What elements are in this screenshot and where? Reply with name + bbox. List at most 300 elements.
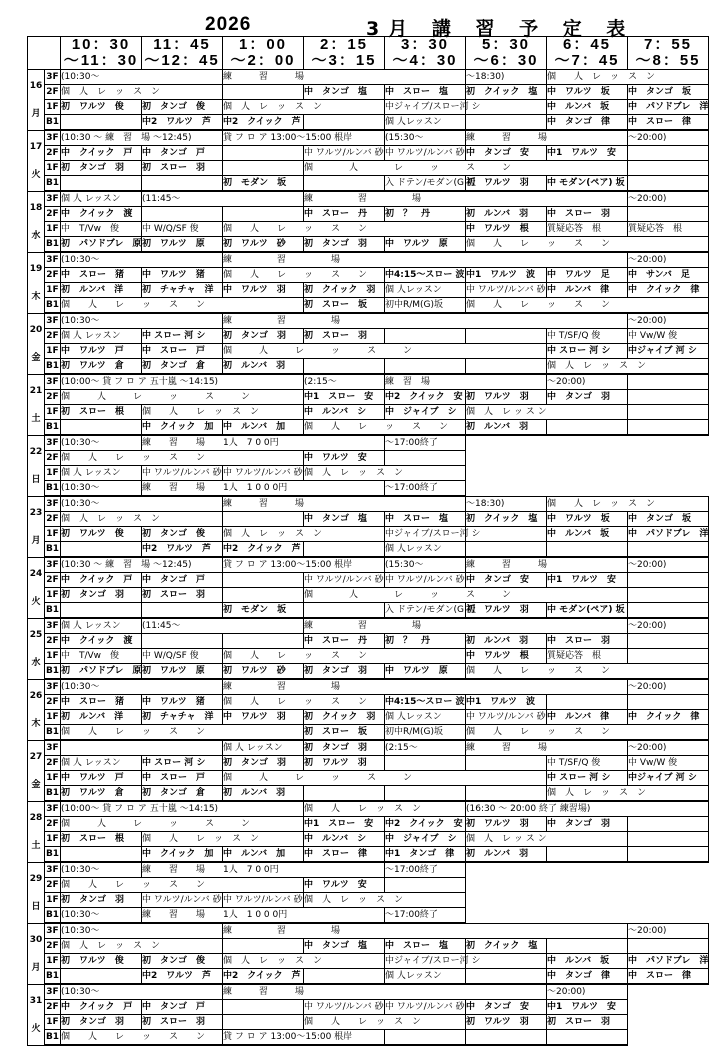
schedule-cell: 中 クイック 律 — [628, 283, 709, 298]
schedule-cell — [628, 695, 709, 710]
schedule-row — [28, 268, 709, 283]
schedule-cell: 個 人 レ ッ ス ン — [547, 496, 709, 512]
day-label — [28, 313, 45, 374]
schedule-cell — [304, 542, 385, 558]
schedule-cell: 質疑応答 根 — [628, 222, 709, 237]
day-date: 16 — [29, 80, 43, 91]
schedule-cell: 初 ワルツ 羽 — [466, 390, 547, 405]
schedule-cell: 初 ワルツ 原 — [142, 664, 223, 680]
schedule-cell: 中ジャイブ 河 シ — [628, 344, 709, 359]
floor-label: 3F — [45, 679, 61, 695]
schedule-cell — [142, 176, 223, 192]
blank-area — [466, 481, 709, 497]
schedule-row — [28, 1000, 709, 1015]
day-weekday: 日 — [31, 901, 41, 912]
schedule-cell: 中 タンゴ 律 — [547, 115, 628, 131]
schedule-cell: 中2 クイック 芦 — [223, 115, 304, 131]
floor-label: 1F — [45, 100, 61, 115]
floor-label: 1F — [45, 222, 61, 237]
schedule-cell: 練 習 場 1人 7 0 0円 — [142, 862, 385, 878]
day-date: 29 — [29, 873, 43, 884]
floor-label: 2F — [45, 146, 61, 161]
day-label — [28, 801, 45, 862]
schedule-cell: 個 人 レ ッ ス ン — [61, 85, 223, 100]
schedule-cell: 個 人 レ ッ ス ン — [61, 1030, 223, 1046]
schedule-cell — [304, 359, 385, 375]
time-slot-start: 3：30 — [400, 36, 450, 53]
schedule-cell: 中 ワルツ 根 — [466, 222, 547, 237]
schedule-cell: 中 クイック 戸 — [61, 1000, 142, 1015]
schedule-cell: 練 習 場 1人 1 0 0 0円 — [142, 908, 385, 924]
schedule-cell: (10:30～ — [61, 252, 223, 268]
schedule-cell: 練 習 場 — [223, 313, 628, 329]
schedule-cell: 個 人 レ ッ ス ン — [223, 344, 547, 359]
schedule-cell: (15:30～ — [385, 130, 466, 146]
schedule-cell: 中 ワルツ/ルンバ 砂 — [385, 1000, 466, 1015]
schedule-cell: 初 タンゴ 羽 — [61, 1015, 142, 1030]
schedule-cell: 中 ルンバ 加 — [223, 420, 304, 436]
schedule-cell: 初 タンゴ 羽 — [304, 664, 385, 680]
schedule-cell — [628, 405, 709, 420]
schedule-cell — [61, 603, 142, 619]
schedule-cell: 初 ワルツ 羽 — [466, 176, 547, 192]
schedule-row — [28, 923, 709, 939]
schedule-cell — [304, 786, 385, 802]
schedule-cell: 初 ワルツ 俊 — [61, 527, 142, 542]
floor-label: 3F — [45, 923, 61, 939]
schedule-row — [28, 710, 709, 725]
day-label — [28, 740, 45, 801]
schedule-cell: 個 人 レ ッ ス ン — [61, 939, 223, 954]
day-weekday: 木 — [31, 718, 41, 729]
floor-label: B1 — [45, 359, 61, 375]
schedule-cell: ～20:00) — [628, 191, 709, 207]
schedule-row — [28, 100, 709, 115]
schedule-cell: ～17:00終了 — [385, 481, 466, 497]
schedule-cell — [547, 420, 628, 436]
floor-label: 1F — [45, 771, 61, 786]
schedule-cell: 中 スロー 戸 — [142, 771, 223, 786]
schedule-cell: 中 ルンバ シ — [304, 832, 385, 847]
schedule-row — [28, 573, 709, 588]
schedule-cell: 中 ルンバ 律 — [547, 710, 628, 725]
schedule-cell: 中2 クイック 芦 — [223, 969, 304, 985]
floor-label: 1F — [45, 710, 61, 725]
day-weekday: 土 — [31, 840, 41, 851]
floor-label: B1 — [45, 786, 61, 802]
day-date: 23 — [29, 507, 43, 518]
floor-label: 2F — [45, 756, 61, 771]
schedule-cell: 中 タンゴ 安 — [466, 573, 547, 588]
schedule-row — [28, 222, 709, 237]
schedule-cell: 貸 フ ロ ア 13:00～15:00 根岸 — [223, 130, 385, 146]
floor-label: 2F — [45, 512, 61, 527]
schedule-cell: 初 タンゴ 羽 — [304, 237, 385, 253]
time-slot-header — [223, 37, 304, 70]
schedule-cell — [61, 969, 142, 985]
schedule-cell: 中 ワルツ 猪 — [142, 695, 223, 710]
schedule-cell: 中 クイック 律 — [628, 710, 709, 725]
floor-label: 2F — [45, 634, 61, 649]
schedule-row — [28, 496, 709, 512]
day-date: 28 — [29, 812, 43, 823]
day-date: 31 — [29, 995, 43, 1006]
time-slot-end: ～2：00 — [230, 52, 296, 69]
schedule-cell: 初 クイック 塩 — [466, 85, 547, 100]
day-date: 26 — [29, 690, 43, 701]
schedule-cell: (10:30 ～ 練 習 場 ～12:45) — [61, 557, 223, 573]
schedule-cell: 初 ルンバ 羽 — [466, 207, 547, 222]
schedule-cell: 中 タンゴ 羽 — [547, 817, 628, 832]
schedule-cell: 中ジャイブ/スロー河 シ — [385, 954, 466, 969]
schedule-cell: ～17:00終了 — [385, 862, 466, 878]
schedule-row — [28, 740, 709, 756]
day-weekday: 水 — [31, 657, 41, 668]
schedule-cell: 中 ルンバ 律 — [547, 283, 628, 298]
schedule-cell: 中 ワルツ 戸 — [61, 344, 142, 359]
time-slot-header — [142, 37, 223, 70]
schedule-cell: 個 人 レ ッ ス ン — [466, 664, 709, 680]
floor-label: B1 — [45, 481, 61, 497]
day-label — [28, 252, 45, 313]
schedule-cell: 中 スロー 羽 — [547, 634, 628, 649]
schedule-cell: 初 ？ 丹 — [385, 634, 466, 649]
day-date: 17 — [29, 141, 43, 152]
schedule-cell: 中ジャイブ/スロー河 シ — [385, 527, 466, 542]
schedule-cell — [304, 176, 385, 192]
schedule-cell: 中1 ワルツ 波 — [466, 268, 547, 283]
schedule-cell: 練 習 場 — [466, 130, 628, 146]
schedule-cell: 練 習 場 — [304, 191, 628, 207]
schedule-cell: 中2 クイック 芦 — [223, 542, 304, 558]
schedule-cell: ～20:00) — [628, 923, 709, 939]
schedule-cell: 中 スロー 猪 — [61, 268, 142, 283]
schedule-cell: (10:00～ 貸 フ ロ ア 五十嵐 ～14:15) — [61, 374, 304, 390]
floor-label: 2F — [45, 573, 61, 588]
schedule-cell: ～20:00) — [547, 984, 628, 1000]
schedule-cell: 中 ワルツ 羽 — [223, 710, 304, 725]
floor-label: 2F — [45, 878, 61, 893]
time-slot-header — [466, 37, 547, 70]
schedule-cell: 個 人 レ ッ ス ン — [304, 893, 466, 908]
floor-label: 2F — [45, 268, 61, 283]
schedule-cell: 中 ワルツ 羽 — [223, 283, 304, 298]
schedule-row — [28, 756, 709, 771]
time-slot-header — [628, 37, 709, 70]
schedule-body — [28, 70, 709, 1046]
schedule-cell: 中 タンゴ 塩 — [304, 512, 385, 527]
schedule-cell: ～17:00終了 — [385, 435, 466, 451]
blank-area — [628, 984, 709, 1000]
schedule-cell: 初 スロー 羽 — [304, 329, 385, 344]
schedule-cell: 中 ルンバ 加 — [223, 847, 304, 863]
schedule-cell — [547, 1030, 628, 1046]
schedule-row — [28, 390, 709, 405]
schedule-cell: 中2 ワルツ 芦 — [142, 542, 223, 558]
schedule-cell: 個 人 レッスン — [61, 191, 142, 207]
floor-label: B1 — [45, 603, 61, 619]
schedule-cell — [628, 847, 709, 863]
day-weekday: 火 — [31, 1023, 41, 1034]
schedule-cell: 初 ルンバ 洋 — [61, 710, 142, 725]
schedule-row — [28, 695, 709, 710]
schedule-cell: 初 ルンバ 羽 — [466, 847, 547, 863]
floor-label: 3F — [45, 435, 61, 451]
schedule-cell: 中 タンゴ 安 — [466, 1000, 547, 1015]
schedule-cell: (10:30～ — [61, 70, 223, 85]
schedule-cell: 練 習 場 — [223, 70, 466, 85]
floor-label: B1 — [45, 847, 61, 863]
schedule-cell: (10:30 ～ 練 習 場 ～12:45) — [61, 130, 223, 146]
schedule-cell: 練 習 場 1人 7 0 0円 — [142, 435, 385, 451]
schedule-row — [28, 252, 709, 268]
day-label — [28, 191, 45, 252]
schedule-cell: 中 ルンバ 坂 — [547, 100, 628, 115]
schedule-cell — [61, 176, 142, 192]
schedule-cell: 初 モダン 坂 — [223, 176, 304, 192]
schedule-cell — [223, 1000, 304, 1015]
schedule-cell: 初 タンゴ 羽 — [223, 756, 304, 771]
schedule-cell: 初 クイック 塩 — [466, 939, 547, 954]
schedule-cell: 初中R/M(G)坂 — [385, 725, 466, 741]
schedule-cell: 個 人レッスン — [385, 115, 466, 131]
schedule-cell: 個 人 レッスン — [61, 466, 142, 481]
schedule-cell: 中 スロー 律 — [304, 847, 385, 863]
schedule-cell — [628, 817, 709, 832]
schedule-cell — [628, 176, 709, 192]
blank-area — [466, 466, 709, 481]
schedule-cell: 初 パソドブレ 原 — [61, 237, 142, 253]
day-weekday: 日 — [31, 474, 41, 485]
schedule-cell: 個 人 レ ッ ス ン — [547, 786, 709, 802]
schedule-cell — [628, 542, 709, 558]
schedule-cell: 中1 ワルツ 安 — [547, 573, 628, 588]
day-date: 20 — [29, 324, 43, 335]
floor-label: B1 — [45, 725, 61, 741]
schedule-cell: 初 ワルツ 羽 — [304, 756, 385, 771]
schedule-cell: 中 ワルツ 安 — [304, 878, 385, 893]
schedule-cell: 中 ワルツ/ルンバ 砂 — [142, 893, 223, 908]
schedule-cell: 中 タンゴ 戸 — [142, 1000, 223, 1015]
day-date: 22 — [29, 446, 43, 457]
schedule-cell: 個 人レッスン — [385, 969, 466, 985]
time-slot-end: ～11：30 — [63, 52, 139, 69]
schedule-cell: 初 チャチャ 洋 — [142, 710, 223, 725]
time-header-row — [28, 37, 709, 70]
schedule-row — [28, 725, 709, 741]
schedule-cell: 初 ワルツ 原 — [142, 237, 223, 253]
schedule-cell: 中 クイック 加 — [142, 420, 223, 436]
day-label — [28, 130, 45, 191]
schedule-cell: 中 スロー 河 シ — [547, 771, 628, 786]
schedule-row — [28, 878, 709, 893]
floor-label: 2F — [45, 207, 61, 222]
schedule-cell: 中4:15～スロー 波 — [385, 268, 466, 283]
schedule-cell: 初 ルンバ 羽 — [466, 634, 547, 649]
schedule-cell: 個 人 レ ッ ス ン — [223, 771, 547, 786]
schedule-cell: 個 人 レ ッ ス ン — [61, 725, 304, 741]
day-date: 24 — [29, 568, 43, 579]
schedule-cell: ～20:00) — [628, 130, 709, 146]
year-label: 2026 — [205, 14, 252, 35]
blank-area — [628, 1030, 709, 1046]
schedule-cell: 個 人 レ ッ ス ン — [304, 161, 628, 176]
schedule-cell: 初 タンゴ 羽 — [304, 740, 385, 756]
day-label — [28, 557, 45, 618]
schedule-row — [28, 176, 709, 192]
page-title: 3月 講 習 予 定 表 — [366, 18, 635, 40]
schedule-cell: 個 人 レ ッ ス ン — [466, 237, 709, 253]
schedule-cell: ～20:00) — [628, 740, 709, 756]
schedule-cell — [628, 588, 709, 603]
time-slot-header — [547, 37, 628, 70]
schedule-cell: 個 人 レッスン — [61, 618, 142, 634]
schedule-cell — [385, 1030, 466, 1046]
schedule-cell: 初 ワルツ 俊 — [61, 100, 142, 115]
time-slot-start: 7：55 — [643, 36, 693, 53]
schedule-cell: 初 スロー 根 — [61, 832, 142, 847]
schedule-cell: 中 T/SF/Q 俊 — [547, 756, 628, 771]
schedule-cell: 個 人レッスン — [385, 710, 466, 725]
schedule-cell: 中 ワルツ 坂 — [547, 512, 628, 527]
schedule-cell — [223, 207, 304, 222]
schedule-cell: 個 人レッスン — [385, 283, 466, 298]
floor-label: B1 — [45, 237, 61, 253]
schedule-row — [28, 771, 709, 786]
schedule-row — [28, 542, 709, 558]
schedule-cell: ～20:00) — [628, 557, 709, 573]
schedule-cell: 入 ドテン/モダン(G 坂 — [385, 176, 466, 192]
blank-area — [628, 1000, 709, 1015]
blank-area — [466, 893, 709, 908]
schedule-cell: 中 ワルツ/ルンバ 砂 — [304, 573, 385, 588]
schedule-cell: (10:30～ — [61, 496, 223, 512]
schedule-cell: 中 ワルツ/ルンバ 砂 — [466, 283, 547, 298]
schedule-cell: 初 モダン 坂 — [223, 603, 304, 619]
schedule-cell: 中 ワルツ 安 — [304, 451, 385, 466]
schedule-table — [27, 36, 709, 1046]
schedule-cell: 練 習 場 — [223, 984, 547, 1000]
schedule-row — [28, 298, 709, 314]
schedule-cell: 中 W/Q/SF 俊 — [142, 649, 223, 664]
schedule-cell: (10:30～ — [61, 923, 223, 939]
schedule-cell: 中2 ワルツ 芦 — [142, 969, 223, 985]
time-slot-start: 11：45 — [153, 36, 211, 53]
schedule-cell: 初 タンゴ 羽 — [61, 893, 142, 908]
schedule-cell: 個 人 レ ッ ス ン — [304, 801, 466, 817]
schedule-cell — [61, 542, 142, 558]
day-label — [28, 435, 45, 496]
day-weekday: 火 — [31, 596, 41, 607]
schedule-cell: 初 スロー 坂 — [304, 298, 385, 314]
time-slot-end: ～6：30 — [473, 52, 539, 69]
schedule-cell: 中 ワルツ/ルンバ 砂 — [304, 1000, 385, 1015]
time-slot-start: 6：45 — [562, 36, 612, 53]
schedule-cell — [628, 939, 709, 954]
day-label — [28, 618, 45, 679]
schedule-cell — [628, 832, 709, 847]
schedule-cell — [628, 634, 709, 649]
schedule-cell: 中 スロー 塩 — [385, 512, 466, 527]
schedule-cell: 個 人 レ ッ ス ン — [304, 1015, 466, 1030]
day-label — [28, 923, 45, 984]
schedule-cell: 中2 クイック 安 — [385, 817, 466, 832]
schedule-cell: 中 タンゴ 塩 — [304, 939, 385, 954]
schedule-cell: 中 T/SF/Q 俊 — [547, 329, 628, 344]
schedule-cell: 中 モダン(ペア) 坂 — [547, 176, 628, 192]
schedule-cell: 中 タンゴ 塩 — [304, 85, 385, 100]
day-weekday: 月 — [31, 108, 41, 119]
schedule-cell — [466, 329, 547, 344]
schedule-cell: 中 ルンバ シ — [304, 405, 385, 420]
schedule-cell: 初 チャチャ 洋 — [142, 283, 223, 298]
schedule-cell: 中1 スロー 安 — [304, 390, 385, 405]
day-label — [28, 984, 45, 1045]
schedule-cell: 中 サンバ 足 — [628, 268, 709, 283]
schedule-cell: ～20:00) — [628, 679, 709, 695]
day-date: 18 — [29, 202, 43, 213]
schedule-row — [28, 70, 709, 85]
schedule-cell: 個 人 レ ッ ス ン — [547, 70, 709, 85]
schedule-cell: 中ジャイブ 河 シ — [628, 771, 709, 786]
schedule-cell: (10:30～ — [61, 862, 142, 878]
schedule-cell: 中 スロー 律 — [628, 969, 709, 985]
schedule-cell: 練 習 場 1人 1 0 0 0円 — [142, 481, 385, 497]
schedule-cell — [304, 603, 385, 619]
schedule-cell: 練 習 場 — [223, 252, 628, 268]
floor-label: 1F — [45, 954, 61, 969]
schedule-cell: 初 スロー 坂 — [304, 725, 385, 741]
schedule-cell: 中 ワルツ 原 — [385, 664, 466, 680]
schedule-cell: ～18:30) — [466, 70, 547, 85]
schedule-cell — [304, 115, 385, 131]
schedule-row — [28, 161, 709, 176]
schedule-cell: 個 人 レ ッ ス ン — [547, 359, 709, 375]
schedule-cell: 中 パソドブレ 洋 — [628, 954, 709, 969]
schedule-row — [28, 191, 709, 207]
day-weekday: 木 — [31, 291, 41, 302]
schedule-row — [28, 344, 709, 359]
day-label — [28, 70, 45, 131]
schedule-cell: (10:30～ — [61, 313, 223, 329]
blank-area — [466, 908, 709, 924]
schedule-cell: (11:45～ — [142, 191, 304, 207]
schedule-cell: 個 人 レッスン — [61, 756, 142, 771]
blank-area — [466, 878, 709, 893]
schedule-cell: 初 タンゴ 俊 — [142, 100, 223, 115]
floor-label: 2F — [45, 451, 61, 466]
schedule-cell: 個 人 レ ッ ス ン — [61, 451, 304, 466]
floor-label: 3F — [45, 984, 61, 1000]
schedule-cell: 中 ワルツ 足 — [547, 268, 628, 283]
schedule-cell — [628, 146, 709, 161]
schedule-row — [28, 557, 709, 573]
schedule-row — [28, 634, 709, 649]
floor-label: 3F — [45, 130, 61, 146]
blank-area — [628, 1015, 709, 1030]
schedule-cell: 中 ジャイブ シ — [385, 405, 466, 420]
schedule-cell: 初 タンゴ 羽 — [61, 161, 142, 176]
schedule-cell: ～17:00終了 — [385, 908, 466, 924]
schedule-cell — [61, 740, 223, 756]
day-date: 19 — [29, 263, 43, 274]
schedule-row — [28, 451, 709, 466]
day-weekday: 火 — [31, 169, 41, 180]
schedule-cell: 初 スロー 羽 — [142, 161, 223, 176]
schedule-cell: 中1 ワルツ 波 — [466, 695, 547, 710]
schedule-cell: (10:00～ 貸 フ ロ ア 五十嵐 ～14:15) — [61, 801, 304, 817]
schedule-cell: 中 クイック 戸 — [61, 146, 142, 161]
